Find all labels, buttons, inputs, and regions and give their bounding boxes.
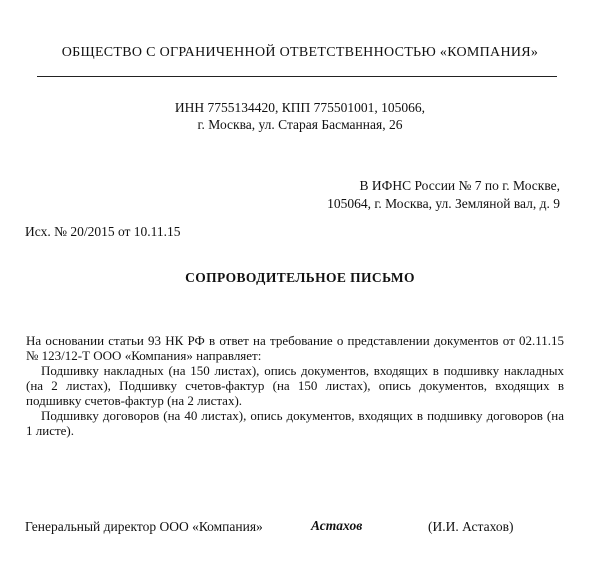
organization-requisites	[0, 99, 600, 133]
signatory-name: (И.И. Астахов)	[428, 519, 514, 534]
recipient-line-1: В ИФНС России № 7 по г. Москве,	[359, 178, 560, 193]
requisites-line-2: г. Москва, ул. Старая Басманная, 26	[197, 117, 403, 132]
requisites-line-1: ИНН 7755134420, КПП 775501001, 105066,	[174, 100, 426, 115]
body-item-1: Подшивку накладных (на 150 листах), опись документов, входящих в подшивку накладных (на 2 листах), Подшивку счетов-фактур (на 150 листах), опись документов, входящих в подшивку счетов-фактур (на 2 листах).	[26, 363, 564, 408]
letter-body	[26, 333, 564, 438]
body-item-2: Подшивку договоров (на 40 листах), опись документов, входящих в подшивку договоров (на 1 листе).	[26, 408, 564, 438]
recipient-line-2: 105064, г. Москва, ул. Земляной вал, д. 9	[327, 196, 560, 211]
body-intro: На основании статьи 93 НК РФ в ответ на требование о представлении документов от 02.11.15 № 123/12-Т ООО «Компания» направляет:	[26, 333, 564, 363]
header-divider	[37, 76, 557, 77]
outgoing-number: Исх. № 20/2015 от 10.11.15	[25, 224, 181, 239]
signatory-role: Генеральный директор ООО «Компания»	[25, 519, 263, 534]
organization-name: ОБЩЕСТВО С ОГРАНИЧЕННОЙ ОТВЕТСТВЕННОСТЬЮ «КОМПАНИЯ»	[61, 45, 539, 60]
document-title: СОПРОВОДИТЕЛЬНОЕ ПИСЬМО	[185, 270, 415, 285]
handwritten-signature: Астахов	[311, 518, 363, 533]
recipient-block	[327, 177, 560, 213]
